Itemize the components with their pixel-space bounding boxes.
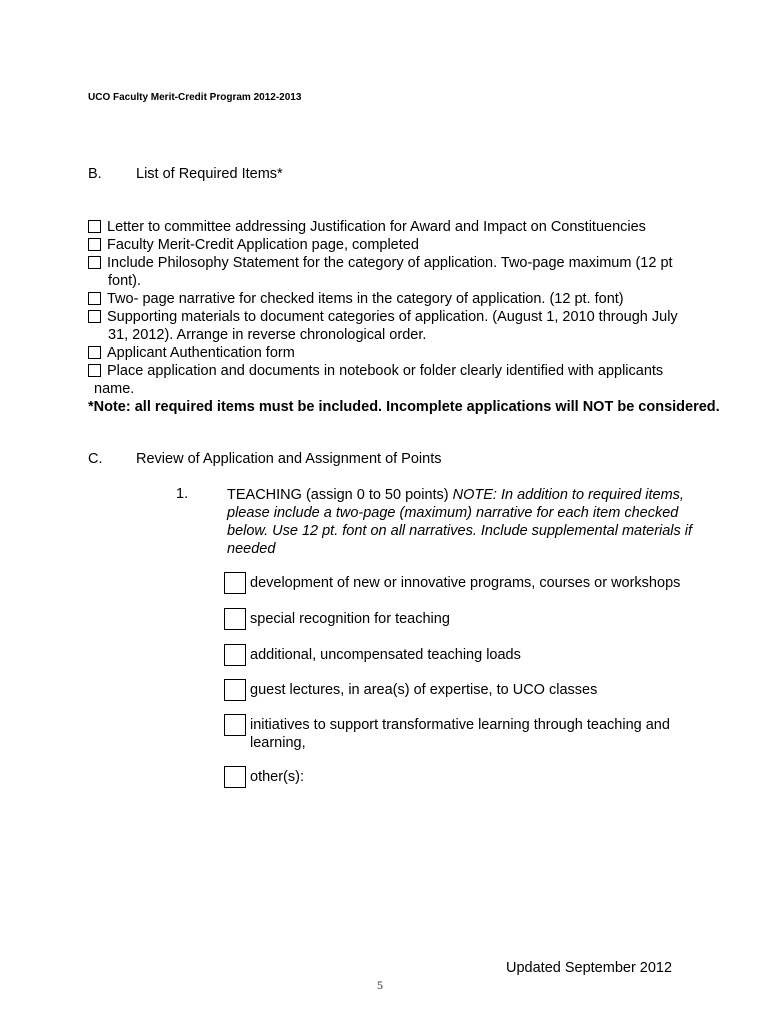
required-item-notebook — [88, 362, 728, 380]
required-item-supporting-materials — [88, 308, 728, 326]
teaching-item-text: additional, uncompensated teaching loads — [250, 647, 521, 663]
checkbox[interactable] — [88, 238, 101, 251]
checkbox[interactable] — [224, 766, 246, 788]
teaching-item-recognition — [224, 608, 710, 630]
section-c-title: Review of Application and Assignment of Points — [136, 451, 442, 467]
checkbox[interactable] — [88, 256, 101, 269]
page-number: 5 — [377, 978, 383, 992]
required-item-narrative — [88, 290, 728, 308]
required-item-text: Supporting materials to document categories of application. (August 1, 2010 through July — [107, 309, 678, 325]
checkbox[interactable] — [224, 608, 246, 630]
teaching-item-initiatives — [224, 714, 670, 752]
checkbox[interactable] — [88, 346, 101, 359]
teaching-item-development — [224, 572, 710, 594]
section-b-title: List of Required Items* — [136, 166, 283, 182]
required-items-note: *Note: all required items must be included. Incomplete applications will NOT be considered. — [88, 399, 720, 415]
checkbox[interactable] — [88, 220, 101, 233]
required-item-text: Faculty Merit-Credit Application page, completed — [107, 237, 419, 253]
required-item-text: Place application and documents in notebook or folder clearly identified with applicants — [107, 363, 664, 379]
checkbox[interactable] — [88, 364, 101, 377]
teaching-item-text: special recognition for teaching — [250, 611, 450, 627]
required-item-application-page — [88, 236, 728, 254]
teaching-item-text: other(s): — [250, 769, 304, 785]
required-item-text: Include Philosophy Statement for the category of application. Two-page maximum (12 pt — [107, 255, 673, 271]
required-item-philosophy — [88, 254, 728, 272]
updated-date: Updated September 2012 — [506, 960, 673, 976]
section-b-letter: B. — [88, 166, 102, 182]
checkbox[interactable] — [224, 679, 246, 701]
teaching-item-loads — [224, 644, 710, 666]
required-item-continuation: 31, 2012). Arrange in reverse chronological order. — [108, 327, 427, 343]
required-item-text: Applicant Authentication form — [107, 345, 295, 361]
teaching-item-guest-lectures — [224, 679, 710, 701]
document-header: UCO Faculty Merit-Credit Program 2012-2013 — [88, 92, 302, 103]
required-item-text: Two- page narrative for checked items in the category of application. (12 pt. font) — [107, 291, 624, 307]
teaching-item-other — [224, 766, 710, 788]
checkbox[interactable] — [88, 292, 101, 305]
required-item-authentication — [88, 344, 728, 362]
checkbox[interactable] — [88, 310, 101, 323]
required-item-continuation: font). — [108, 273, 142, 289]
teaching-note: NOTE: In addition to required items, please include a two-page (maximum) narrative for each item checked below. Use 12 pt. font on all narratives. Include supplemental materials if needed — [227, 487, 693, 557]
required-items-list — [88, 218, 728, 398]
required-item-letter — [88, 218, 728, 236]
checkbox[interactable] — [224, 644, 246, 666]
teaching-item-text: initiatives to support transformative learning through teaching and learning, — [250, 717, 670, 751]
checkbox[interactable] — [224, 714, 246, 736]
teaching-description — [227, 486, 697, 558]
section-c-letter: C. — [88, 451, 103, 467]
teaching-item-text: development of new or innovative programs, courses or workshops — [250, 575, 681, 591]
teaching-number: 1. — [176, 486, 189, 502]
required-item-continuation: name. — [94, 381, 135, 397]
teaching-item-text: guest lectures, in area(s) of expertise, to UCO classes — [250, 682, 598, 698]
teaching-heading: TEACHING (assign 0 to 50 points) — [227, 487, 449, 503]
checkbox[interactable] — [224, 572, 246, 594]
required-item-text: Letter to committee addressing Justification for Award and Impact on Constituencies — [107, 219, 646, 235]
